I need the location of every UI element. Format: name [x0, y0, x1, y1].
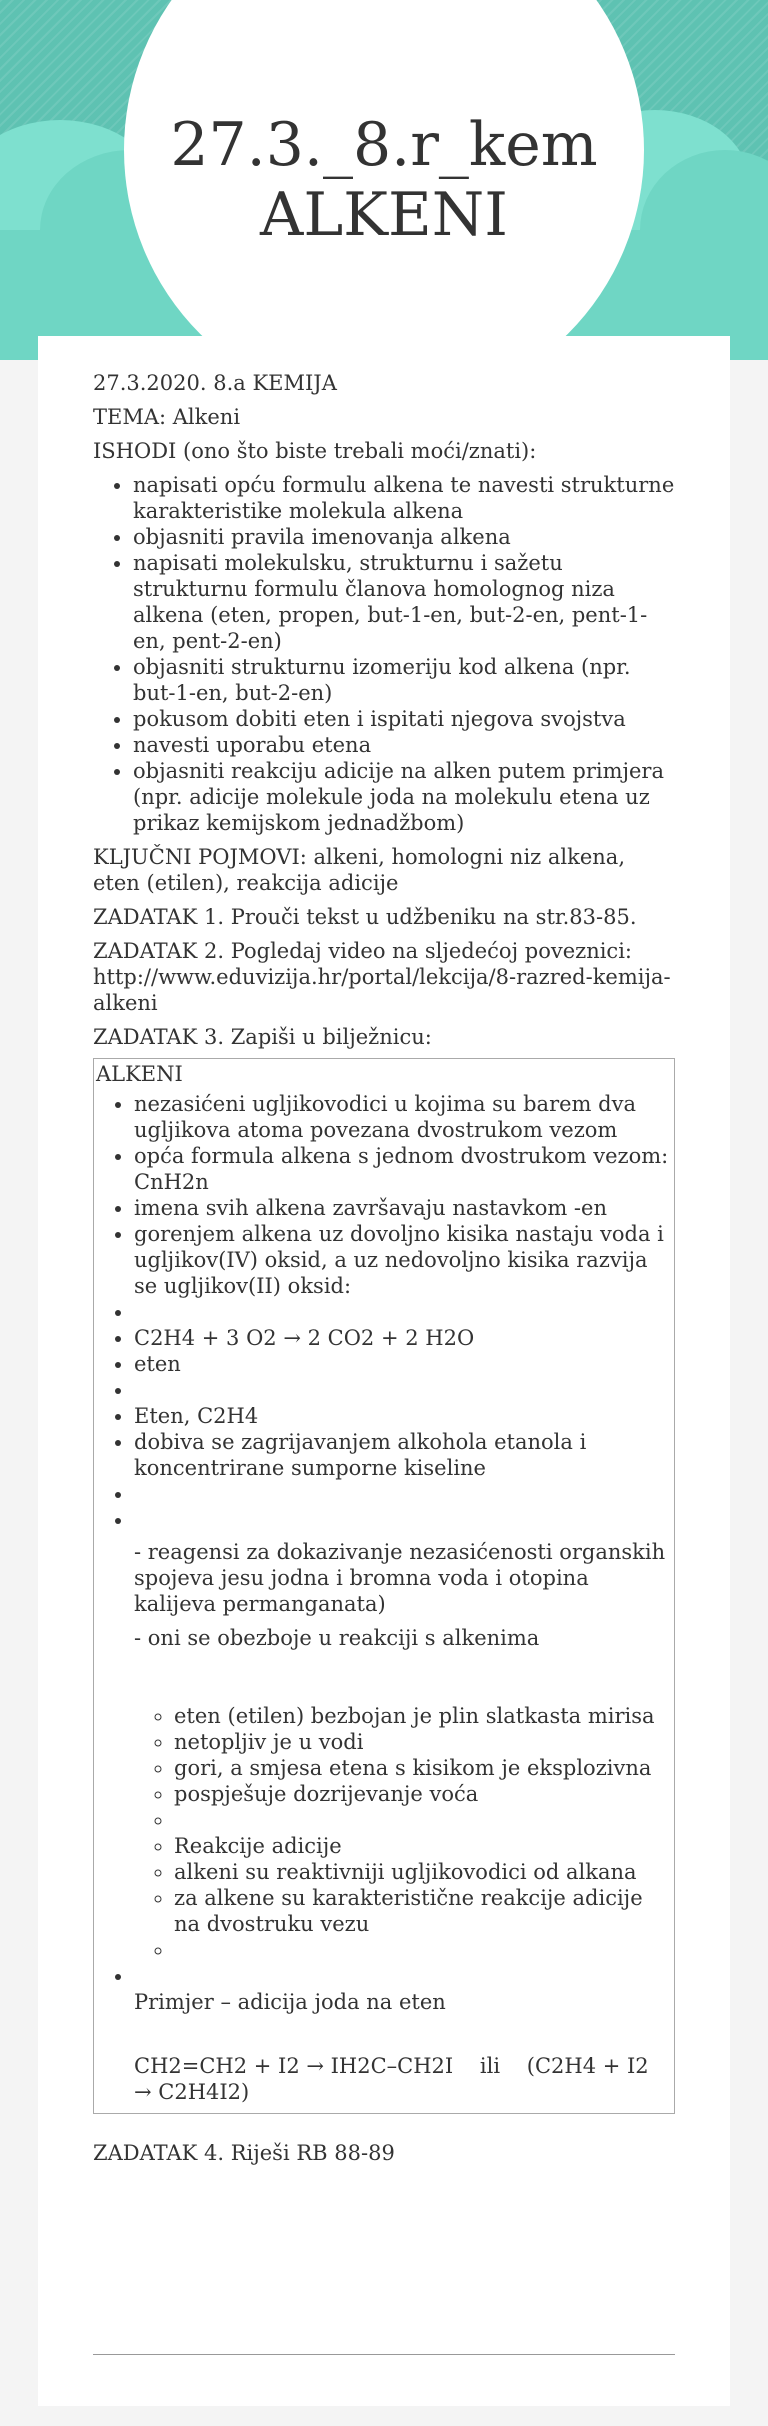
divider	[93, 2354, 675, 2355]
list-item: • Eten, C2H4	[134, 1403, 672, 1429]
primjer-label: Primjer – adicija joda na eten	[134, 1990, 446, 2014]
notes-box	[93, 1058, 675, 2114]
adicija-equation: CH2=CH2 + I2 → IH2C–CH2I ili (C2H4 + I2 → C2H4I2)	[134, 2054, 656, 2104]
list-item	[134, 1963, 672, 1989]
alkeni-list	[94, 1091, 672, 1533]
list-item: • objasniti reakciju adicije na alken putem primjera (npr. adicije molekule joda na molekulu etena uz prikaz kemijskom jednadžbom)	[133, 758, 675, 836]
list-item: ◦ eten (etilen) bezbojan je plin slatkasta mirisa	[174, 1703, 672, 1729]
list-item: • napisati molekulsku, strukturnu i sažetu strukturnu formulu članova homolognog niza alkena (eten, propen, but-1-en, but-2-en, pent-1-en, pent-2-en)	[133, 550, 675, 654]
list-item: ◦ netopljiv je u vodi	[174, 1729, 672, 1755]
list-item	[134, 1507, 672, 1533]
title-line-2: ALKENI	[260, 180, 508, 250]
page-title	[124, 110, 644, 250]
ishodi-list	[93, 472, 675, 836]
list-item	[174, 1807, 672, 1833]
primjer-list	[94, 1963, 672, 1989]
list-item: • dobiva se zagrijavanjem alkohola etanola i koncentrirane sumporne kiseline	[134, 1429, 672, 1481]
list-item	[134, 1481, 672, 1507]
list-item: • eten	[134, 1351, 672, 1377]
zadatak-3: ZADATAK 3. Zapiši u bilježnicu:	[93, 1025, 432, 1049]
list-item: • objasniti pravila imenovanja alkena	[133, 524, 675, 550]
reagensi-text: - reagensi za dokazivanje nezasićenosti organskih spojeva jesu jodna i bromna voda i otopina kalijeva permanganata)	[134, 1540, 666, 1616]
list-item: ◦ za alkene su karakteristične reakcije adicije na dvostruku vezu	[174, 1885, 672, 1937]
list-item: • C2H4 + 3 O2 → 2 CO2 + 2 H2O	[134, 1325, 672, 1351]
obezboje-text: - oni se obezboje u reakciji s alkenima	[134, 1626, 540, 1650]
zadatak-2: ZADATAK 2. Pogledaj video na sljedećoj poveznici: http://www.eduvizija.hr/portal/lekcija/8-razred-kemija-alkeni	[93, 939, 671, 1015]
list-item: • objasniti strukturnu izomeriju kod alkena (npr. but-1-en, but-2-en)	[133, 654, 675, 706]
spacer	[94, 2023, 672, 2053]
list-item: ◦ pospješuje dozrijevanje voća	[174, 1781, 672, 1807]
document-content	[93, 370, 675, 2174]
spacer	[94, 1659, 672, 1703]
list-item: ◦ alkeni su reaktivniji ugljikovodici od alkana	[174, 1859, 672, 1885]
zadatak-1: ZADATAK 1. Prouči tekst u udžbeniku na str.83-85.	[93, 905, 637, 929]
eten-properties-list	[94, 1703, 672, 1963]
ishodi-label: ISHODI (ono što biste trebali moći/znati):	[93, 439, 537, 463]
kljucni-pojmovi: KLJUČNI POJMOVI: alkeni, homologni niz alkena, eten (etilen), reakcija adicije	[93, 845, 626, 895]
list-item	[174, 1937, 672, 1963]
header-banner	[0, 0, 768, 360]
list-item: • pokusom dobiti eten i ispitati njegova svojstva	[133, 706, 675, 732]
list-item: ◦ gori, a smjesa etena s kisikom je eksplozivna	[174, 1755, 672, 1781]
list-item: • napisati opću formulu alkena te navesti strukturne karakteristike molekula alkena	[133, 472, 675, 524]
list-item: ◦ Reakcije adicije	[174, 1833, 672, 1859]
box-title: ALKENI	[96, 1062, 183, 1086]
list-item: • navesti uporabu etena	[133, 732, 675, 758]
list-item: • gorenjem alkena uz dovoljno kisika nastaju voda i ugljikov(IV) oksid, a uz nedovoljno kisika razvija se ugljikov(II) oksid:	[134, 1221, 672, 1299]
list-item: • imena svih alkena završavaju nastavkom -en	[134, 1195, 672, 1221]
list-item: • opća formula alkena s jednom dvostrukom vezom: CnH2n	[134, 1143, 672, 1195]
tema-line: TEMA: Alkeni	[93, 405, 241, 429]
list-item	[134, 1377, 672, 1403]
spacer	[93, 2128, 675, 2140]
title-line-1: 27.3._8.r_kem	[170, 110, 598, 180]
list-item	[134, 1299, 672, 1325]
list-item: • nezasićeni ugljikovodici u kojima su barem dva ugljikova atoma povezana dvostrukom vezom	[134, 1091, 672, 1143]
date-line: 27.3.2020. 8.a KEMIJA	[93, 371, 337, 395]
zadatak-4: ZADATAK 4. Riješi RB 88-89	[93, 2141, 395, 2165]
